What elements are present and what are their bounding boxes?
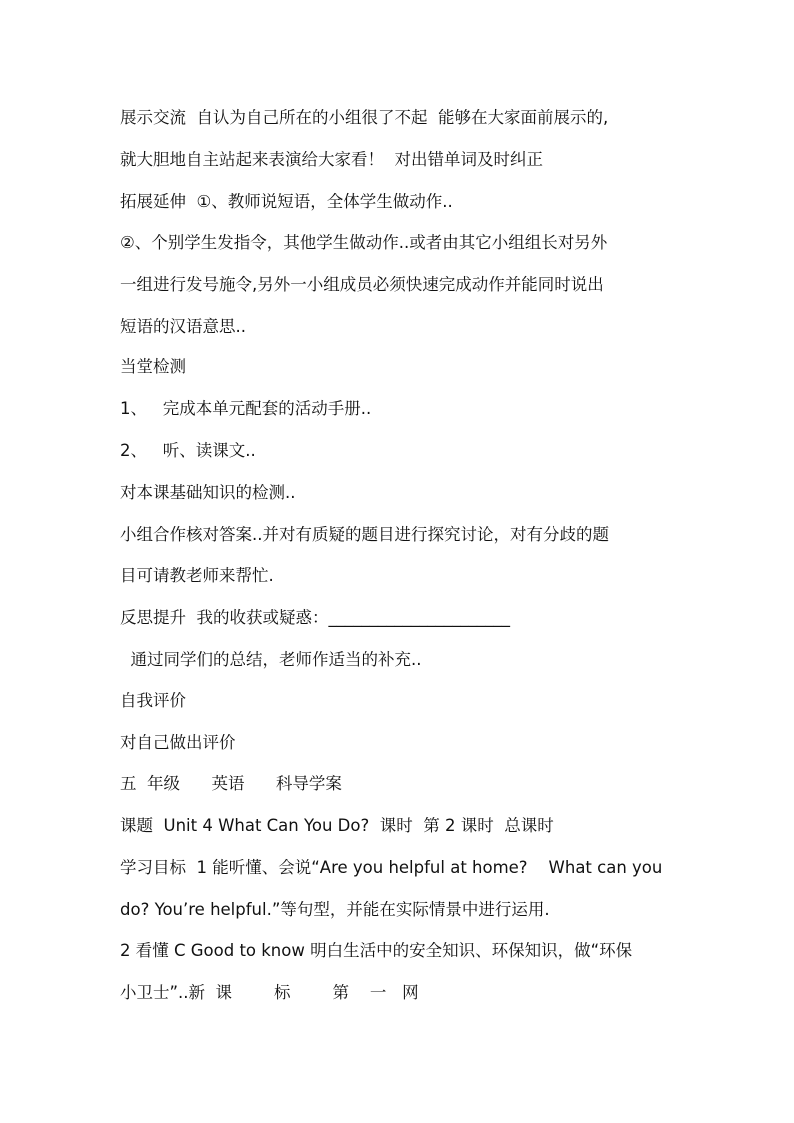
- list-item: 1、 完成本单元配套的活动手册..: [120, 399, 372, 418]
- text-line: 通过同学们的总结，老师作适当的补充..: [120, 650, 422, 669]
- text-line: 对自己做出评价: [120, 733, 236, 752]
- text-line: 学习目标 1 能听懂、会说“Are you helpful at home? What can you: [120, 858, 663, 877]
- text-line: do? You’re helpful.”等句型，并能在实际情景中进行运用.: [120, 900, 550, 919]
- text-line: 拓展延伸 ①、教师说短语，全体学生做动作..: [120, 192, 453, 211]
- text-line: 反思提升 我的收获或疑惑：______________________: [120, 608, 510, 627]
- text-line: 展示交流 自认为自己所在的小组很了不起 能够在大家面前展示的,: [120, 108, 609, 127]
- text-line: 一组进行发号施令,另外一小组成员必须快速完成动作并能同时说出: [120, 275, 604, 294]
- section-heading: 当堂检测: [120, 357, 186, 376]
- section-heading: 自我评价: [120, 691, 186, 710]
- text-line: ②、个别学生发指令，其他学生做动作..或者由其它小组组长对另外: [120, 233, 608, 252]
- text-line: 小卫士”..新 课 标 第 一 网: [120, 983, 419, 1002]
- text-line: 2 看懂 C Good to know 明白生活中的安全知识、环保知识，做“环保: [120, 941, 633, 960]
- text-line: 小组合作核对答案..并对有质疑的题目进行探究讨论，对有分歧的题: [120, 525, 609, 544]
- document-title: 五 年级 英语 科导学案: [120, 774, 342, 793]
- lesson-info: 课题 Unit 4 What Can You Do? 课时 第 2 课时 总课时: [120, 816, 554, 835]
- text-line: 短语的汉语意思..: [120, 317, 246, 336]
- text-line: 就大胆地自主站起来表演给大家看！ 对出错单词及时纠正: [120, 150, 543, 169]
- list-item: 2、 听、读课文..: [120, 441, 256, 460]
- text-line: 目可请教老师来帮忙.: [120, 566, 274, 585]
- text-line: 对本课基础知识的检测..: [120, 483, 296, 502]
